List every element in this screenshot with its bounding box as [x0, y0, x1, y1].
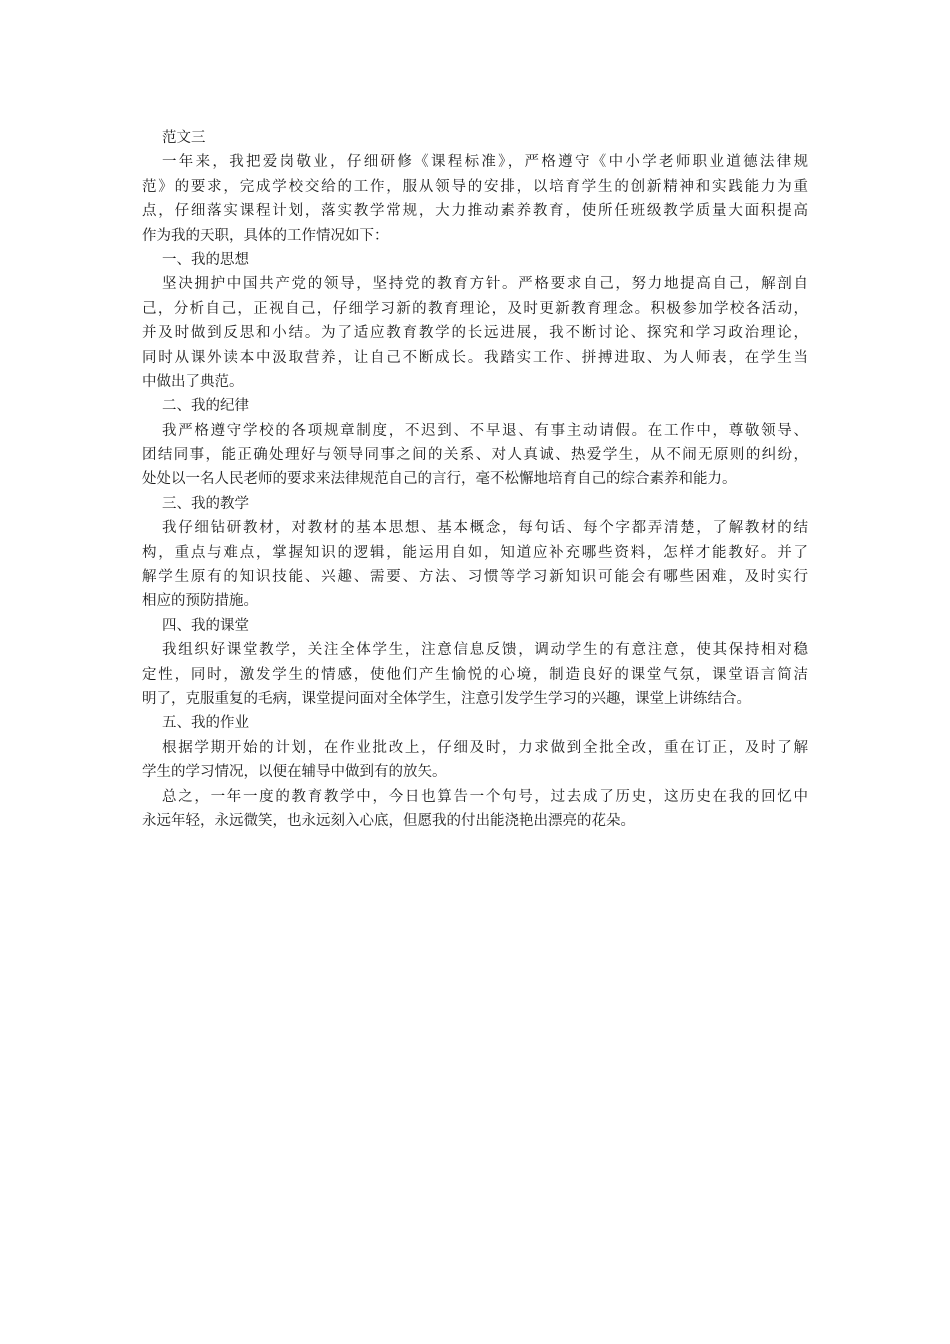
- section-heading: 四、我的课堂: [162, 617, 249, 634]
- paragraph-line: 定性，同时，激发学生的情感，使他们产生愉悦的心境，制造良好的课堂气氛，课堂语言简洁: [142, 666, 808, 683]
- document-body: [142, 126, 808, 833]
- section-homework: [142, 711, 808, 784]
- paragraph-line: 中做出了典范。: [142, 373, 244, 390]
- paragraph-line: 学生的学习情况，以便在辅导中做到有的放矢。: [142, 764, 447, 781]
- paragraph-line: 明了，克服重复的毛病，课堂提问面对全体学生，注意引发学生学习的兴趣，课堂上讲练结合。: [142, 690, 751, 707]
- section-classroom: [142, 614, 808, 712]
- paragraph-line: 解学生原有的知识技能、兴趣、需要、方法、习惯等学习新知识可能会有哪些困难，及时实行: [142, 569, 808, 586]
- paragraph-line: 我仔细钻研教材，对教材的基本思想、基本概念，每句话、每个字都弄清楚，了解教材的结: [162, 520, 808, 537]
- section-teaching: [142, 492, 808, 614]
- conclusion-paragraph: [142, 785, 808, 834]
- paragraph-line: 并及时做到反思和小结。为了适应教育教学的长远进展，我不断讨论、探究和学习政治理论，: [142, 325, 808, 342]
- paragraph-line: 永远年轻，永远微笑，也永远刻入心底，但愿我的付出能浇艳出漂亮的花朵。: [142, 812, 635, 829]
- paragraph-line: 点，仔细落实课程计划，落实教学常规，大力推动素养教育，使所任班级教学质量大面积提高: [142, 203, 808, 220]
- paragraph-line: 构，重点与难点，掌握知识的逻辑，能运用自如，知道应补充哪些资料，怎样才能教好。并了: [142, 544, 808, 561]
- section-heading: 二、我的纪律: [162, 398, 249, 415]
- paragraph-line: 同时从课外读本中汲取营养，让自己不断成长。我踏实工作、拼搏进取、为人师表，在学生当: [142, 349, 808, 366]
- paragraph-line: 根据学期开始的计划，在作业批改上，仔细及时，力求做到全批全改，重在订正，及时了解: [162, 739, 808, 756]
- paragraph-line: 处处以一名人民老师的要求来法律规范自己的言行，毫不松懈地培育自己的综合素养和能力。: [142, 471, 737, 488]
- paragraph-line: 一年来，我把爱岗敬业，仔细研修《课程标准》，严格遵守《中小学老师职业道德法律规: [162, 154, 808, 171]
- paragraph-line: 相应的预防措施。: [142, 593, 258, 610]
- paragraph-line: 范》的要求，完成学校交给的工作，服从领导的安排，以培育学生的创新精神和实践能力为重: [142, 178, 808, 195]
- paragraph-line: 我严格遵守学校的各项规章制度，不迟到、不早退、有事主动请假。在工作中，尊敬领导、: [162, 422, 808, 439]
- intro-paragraph: [142, 150, 808, 248]
- paragraph-line: 我组织好课堂教学，关注全体学生，注意信息反馈，调动学生的有意注意，使其保持相对稳: [162, 642, 808, 659]
- paragraph-line: 作为我的天职，具体的工作情况如下：: [142, 227, 389, 244]
- paragraph-line: 团结同事，能正确处理好与领导同事之间的关系、对人真诚、热爱学生，从不闹无原则的纠纷，: [142, 447, 808, 464]
- section-heading: 三、我的教学: [162, 495, 249, 512]
- paragraph-line: 总之，一年一度的教育教学中，今日也算告一个句号，过去成了历史，这历史在我的回忆中: [162, 788, 808, 805]
- section-heading: 一、我的思想: [162, 251, 249, 268]
- section-thought: [142, 248, 808, 394]
- section-heading: 五、我的作业: [162, 715, 249, 732]
- section-discipline: [142, 394, 808, 492]
- paragraph-line: 己，分析自己，正视自己，仔细学习新的教育理论，及时更新教育理念。积极参加学校各活动，: [142, 300, 808, 317]
- paragraph-line: 坚决拥护中国共产党的领导，坚持党的教育方针。严格要求自己，努力地提高自己，解剖自: [162, 276, 808, 293]
- document-title: 范文三: [162, 130, 206, 146]
